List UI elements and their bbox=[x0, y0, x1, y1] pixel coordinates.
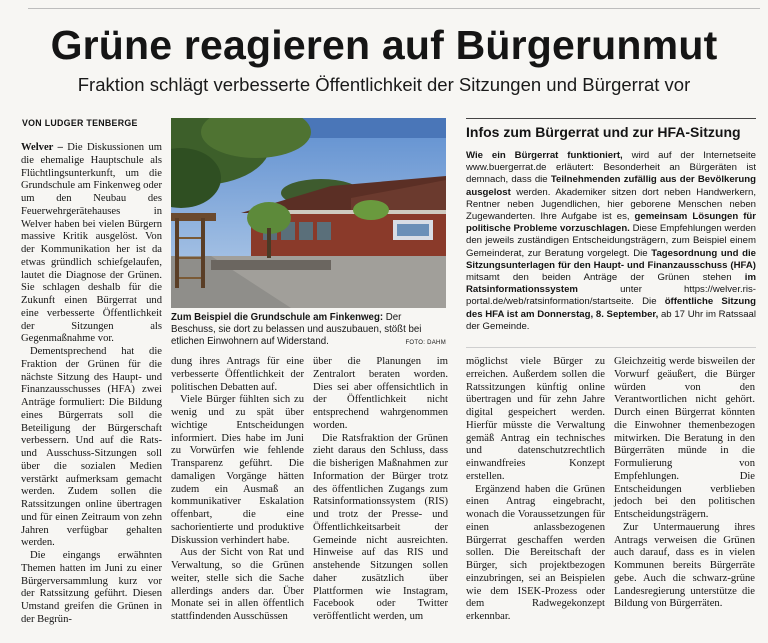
paragraph: Die Ratsfraktion der Grünen zieht daraus den Schluss, dass die bisherigen Maßnahmen zur Information der Bürger trotz des öffentlichen Zugangs zum Ratsinformationssystem (RIS) und trotz der Presse- und Öffentlichkeitsarbeit der Gemeinde nicht ausreichten. Hinweise auf das RIS und anstehende Sitzungen sollen daher zusätzlich über Plattformen wie Instagram, Facebook oder Twitter veröffentlicht werden, um bbox=[313, 432, 448, 622]
article-column-5 bbox=[614, 356, 755, 611]
paragraph: Aus der Sicht von Rat und Verwaltung, so die Grünen weiter, stelle sich die Sache allerdings anders dar. Über Monate sei in allen öffentlich stattfindenden Ausschüssen bbox=[171, 547, 304, 622]
paragraph: Gleichzeitig werde bisweilen der Vorwurf geäußert, die Bürger würden von den Verantwortlichen nicht gehört. Durch einen Bürgerrat könnten die Einwohner themenbezogen mitwirken. Die Beratung in den Bürgerräten münde in die Formulierung von Empfehlungen. Die Entscheidungen verblieben jedoch bei den politischen Entscheidungsträgern. bbox=[614, 356, 755, 520]
school-photo bbox=[171, 118, 446, 308]
paragraph: Zur Untermauerung ihres Antrags verweisen die Grünen auch darauf, dass es in vielen Kommunen bereits Bürgerräte gebe. Auch die schwarz-grüne Landesregierung unterstütze die Bildung von Bürgerräten. bbox=[614, 521, 755, 610]
infobox-bold-text: gemeinsam Lösungen für politische Probleme vorzuschlagen. bbox=[466, 211, 756, 235]
infobox-bold-text: im Ratsinformationssystem bbox=[466, 272, 756, 296]
article-column-3 bbox=[313, 356, 448, 624]
top-rule bbox=[28, 8, 760, 9]
infobox-text: Diese Empfehlungen werden den jeweils zuständigen Entscheidungsträgern, zum Beispiel einem Gemeinderat, zur Beratung vorgelegt. Die bbox=[466, 223, 756, 259]
article-subheadline: Fraktion schlägt verbesserte Öffentlichkeit der Sitzungen und Bürgerrat vor bbox=[77, 74, 691, 95]
infobox-bold-text: Wie ein Bürgerrat funktioniert, bbox=[466, 150, 623, 161]
infobox-text: mitsamt den beiden Anträge der Grünen stehen bbox=[466, 272, 745, 284]
paragraph bbox=[21, 142, 162, 346]
paragraph: Ergänzend haben die Grünen einen Antrag eingebracht, wonach die Voraussetzungen für einen anlassbezogenen Bürgerrat geschaffen werden sollen. Die Bereitschaft der Bürger, sich projektbezogen einzubringen, sei an Beispielen wie dem ISEK-Prozess oder dem Radwegekonzept erkennbar. bbox=[466, 483, 605, 622]
article-column-4 bbox=[466, 356, 605, 624]
infobox-text: wird auf der Internetseite www.buergerrat.de erläutert: Besonderheit an Bürgeräten ist demnach, dass die bbox=[466, 150, 756, 186]
paragraph-text: Die Diskussionen um die ehemalige Hauptschule als Flüchtlingsunterkunft, um die Grundschule am Finkenweg oder um den Neubau des Feuerwehrgerätehauses in Welver haben bei vielen Bürgern massive Kritik ausgelöst. Von der Kommunikation her ist da etwas gründlich schiefgelaufen, lautet die Diagnose der Grünen. Sie schlagen deshalb für die Zukunft einen Bürgerrat und eine verbesserte Öffentlichkeit der Sitzungen als Gegenmaßnahme vor. bbox=[21, 142, 163, 345]
infobox-paragraph bbox=[466, 150, 756, 333]
paragraph: dung ihres Antrags für eine verbesserte Öffentlichkeit der politischen Debatten auf. bbox=[171, 356, 304, 393]
byline: VON LUDGER TENBERGE bbox=[22, 118, 138, 128]
photo-caption bbox=[171, 312, 446, 349]
paragraph: möglichst viele Bürger zu erreichen. Außerdem sollen die Ratssitzungen künftig online übertragen und für zehn Jahre digital gespeichert werden. Hierfür müsste die Verwaltung gemäß Antrag ein technisches und datenschutzrechtlich einwandfreies Konzept erstellen. bbox=[466, 356, 605, 482]
dateline: Welver – bbox=[21, 142, 63, 153]
infobox-title: Infos zum Bürgerrat und zur HFA-Sitzung bbox=[466, 124, 741, 140]
infobox-bottom-rule bbox=[466, 347, 756, 348]
infobox-bold-text: Tagesordnung und die Sitzungsunterlagen für den Haupt- und Finanzausschuss (HFA) bbox=[466, 247, 756, 271]
caption-bold: Zum Beispiel die Grundschule am Finkenweg: bbox=[171, 312, 384, 323]
infobox-text: unter https://welver.ris-portal.de/web/ratsinformation/startseite. Die bbox=[466, 284, 756, 308]
photo-credit: FOTO: DAHM bbox=[405, 339, 446, 346]
article-headline: Grüne reagieren auf Bürgerunmut bbox=[50, 22, 718, 68]
infobox-body bbox=[466, 150, 756, 333]
paragraph: Dementsprechend hat die Fraktion der Grünen für die nächste Sitzung des Haupt- und Finanzausschusses (HFA) zwei Anträge formuliert: Die Bildung eines Bürgerrats soll die Beteiligung der Bürgerschaft verbessern. Und auf die Rats- und Ausschuss-Sitzungen soll über die sozialen Medien verstärkt aufmerksam gemacht werden. Zudem sollen die Ratssitzungen online übertragen und für einen Zeitraum von zehn Jahren verfügbar gehalten werden. bbox=[21, 346, 162, 549]
school-photo-illustration bbox=[171, 118, 446, 308]
paragraph: Die eingangs erwähnten Themen hatten im Juni zu einer Bürgerversammlung kurz vor der Ratssitzung geführt. Diesen Umstand greifen die Grünen in der Begrün- bbox=[21, 550, 162, 625]
infobox-bold-text: Teilnehmenden zufällig aus der Bevölkerung ausgelost bbox=[466, 174, 756, 198]
infobox-top-rule bbox=[466, 118, 756, 119]
infobox-bold-text: öffentliche Sitzung des HFA ist am Donnerstag, 8. September, bbox=[466, 296, 756, 320]
paragraph: Viele Bürger fühlten sich zu wenig und zu spät über wichtige Entscheidungen informiert. Dies habe im Juni zu Vorwürfen wie fehlende Transparenz geführt. Die damaligen Vorgänge hätten zudem ein Ausmaß an kommunikativer Eskalation offenbart, die eine sachorientierte und produktive Diskussion verhindert habe. bbox=[171, 394, 304, 546]
infobox-text: werden. Akademiker sitzen dort neben Handwerkern, Rentner neben Jugendlichen, hier geborene Menschen neben Zugewanderten. Ihre Aufgabe ist es, bbox=[466, 186, 756, 223]
caption-text: Der Beschuss, sie dort zu belassen und auszubauen, stößt bei etlichen Einwohnern auf Widerstand. bbox=[171, 312, 422, 347]
paragraph: über die Planungen im Zentralort beraten worden. Dies sei aber offensichtlich in der Öffentlichkeit nicht entsprechend wahrgenommen worden. bbox=[313, 356, 448, 431]
article-column-1 bbox=[21, 142, 162, 627]
infobox-text: ab 17 Uhr im Ratssaal der Gemeinde. bbox=[466, 308, 757, 332]
article-column-2 bbox=[171, 356, 304, 624]
